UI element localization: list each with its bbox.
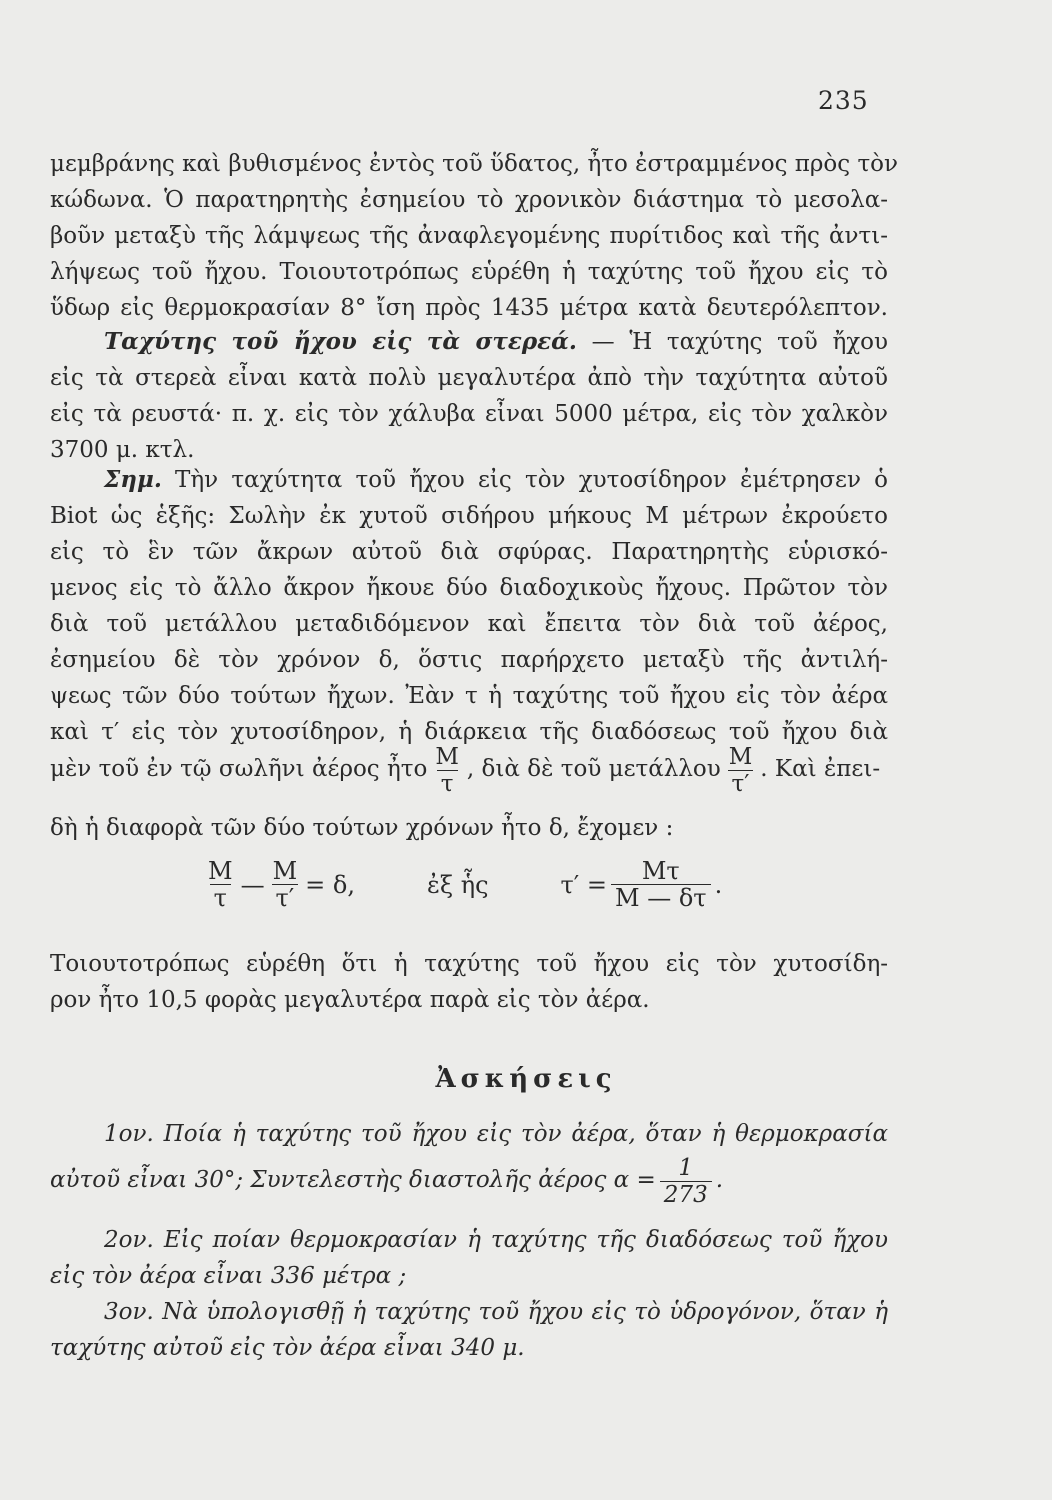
exercise-line [50, 1150, 888, 1210]
text-line: βοῦν μεταξὺ τῆς λάμψεως τῆς ἀναφλεγομένης πυρίτιδος καὶ τῆς ἀντι- [50, 223, 888, 249]
text-line: μεμβράνης καὶ βυθισμένος ἐντὸς τοῦ ὕδατος, ἦτο ἐστραμμένος πρὸς τὸν [50, 151, 899, 177]
minus-sign: — [240, 870, 265, 899]
fraction-denominator: 273 [660, 1181, 712, 1208]
text-line: ὕδωρ εἰς θερμοκρασίαν 8° ἴση πρὸς 1435 μέτρα κατὰ δευτερόλεπτον. [50, 295, 888, 321]
fraction-numerator: Μτ [641, 857, 680, 885]
text-line: εἰς τὰ ρευστά· π. χ. εἰς τὸν χάλυβα εἶναι 5000 μέτρα, εἰς τὸν χαλκὸν [50, 401, 888, 427]
fraction-numerator: Μ [435, 743, 459, 770]
text-span: , διὰ δὲ τοῦ μετάλλου [466, 756, 721, 782]
fraction [660, 1155, 712, 1208]
text-span: μὲν τοῦ ἐν τῷ σωλῆνι ἀέρος ἦτο [50, 756, 428, 782]
text-span: αὐτοῦ εἶναι 30°; Συντελεστὴς διαστολῆς ἀέρος α = [50, 1167, 656, 1193]
display-formula [200, 858, 760, 911]
text-span: . Καὶ ἐπει- [760, 756, 881, 782]
text-line: εἰς τὸ ἓν τῶν ἄκρων αὐτοῦ διὰ σφύρας. Παρατηρητὴς εὑρισκό- [50, 539, 888, 565]
exercise-line: 3ον. Νὰ ὑπολογισθῇ ἡ ταχύτης τοῦ ἤχου εἰς τὸ ὑδρογόνον, ὅταν ἡ [104, 1299, 888, 1325]
text-line: Biot ὡς ἑξῆς: Σωλὴν ἐκ χυτοῦ σιδήρου μήκους Μ μέτρων ἐκρούετο [50, 503, 888, 529]
section-heading: Ταχύτης τοῦ ἤχου εἰς τὰ στερεά. [104, 328, 577, 355]
fraction-denominator: τ′ [728, 770, 754, 797]
text-line: δὴ ἡ διαφορὰ τῶν δύο τούτων χρόνων ἦτο δ, ἔχομεν : [50, 815, 674, 841]
fraction-numerator: Μ [728, 743, 753, 770]
text-span: . [715, 1167, 724, 1193]
text-line: διὰ τοῦ μετάλλου μεταδιδόμενον καὶ ἔπειτα τὸν διὰ τοῦ ἀέρος, [50, 611, 888, 637]
t-prime-equals: τ′ = [560, 870, 607, 899]
note-heading-line [104, 464, 888, 496]
text-line: ψεως τῶν δύο τούτων ἤχων. Ἐὰν τ ἡ ταχύτης τοῦ ἤχου εἰς τὸν ἀέρα [50, 683, 888, 709]
text-line: ρον ἦτο 10,5 φορὰς μεγαλυτέρα παρὰ εἰς τὸν ἀέρα. [50, 987, 650, 1013]
fraction-denominator: τ′ [272, 884, 299, 911]
fraction-denominator: τ [437, 770, 458, 797]
text-line: λήψεως τοῦ ἤχου. Τοιουτοτρόπως εὑρέθη ἡ ταχύτης τοῦ ἤχου εἰς τὸ [50, 259, 888, 285]
formula-end: . [714, 870, 723, 899]
fraction [725, 744, 757, 797]
text-line: 3700 μ. κτλ. [50, 437, 195, 463]
text-line: μενος εἰς τὸ ἄλλο ἄκρον ἤκουε δύο διαδοχικοὺς ἤχους. Πρῶτον τὸν [50, 575, 888, 601]
fraction-numerator: 1 [678, 1154, 694, 1181]
fraction-denominator: τ [210, 884, 231, 911]
exercise-line: 1ον. Ποία ἡ ταχύτης τοῦ ἤχου εἰς τὸν ἀέρα, ὅταν ἡ θερμοκρασία [104, 1121, 888, 1147]
exercises-title: Ἀσκήσεις [435, 1064, 617, 1094]
section-heading-line [104, 326, 888, 358]
text-line: καὶ τ′ εἰς τὸν χυτοσίδηρον, ἡ διάρκεια τῆς διαδόσεως τοῦ ἤχου διὰ [50, 719, 888, 745]
fraction [431, 744, 463, 797]
fraction-numerator: Μ [272, 857, 298, 885]
text-line: κώδωνα. Ὁ παρατηρητὴς ἐσημείου τὸ χρονικὸν διάστημα τὸ μεσολα- [50, 187, 888, 213]
fraction-text-line [50, 740, 888, 798]
fraction-denominator: Μ — δτ [611, 884, 711, 911]
page-number: 235 [818, 86, 869, 115]
text-line: εἰς τὰ στερεὰ εἶναι κατὰ πολὺ μεγαλυτέρα ἀπὸ τὴν ταχύτητα αὐτοῦ [50, 365, 888, 391]
exercise-line: 2ον. Εἰς ποίαν θερμοκρασίαν ἡ ταχύτης τῆς διαδόσεως τοῦ ἤχου [104, 1227, 888, 1253]
fraction [269, 858, 302, 911]
text-line: Τοιουτοτρόπως εὑρέθη ὅτι ἡ ταχύτης τοῦ ἤχου εἰς τὸν χυτοσίδη- [50, 951, 888, 977]
exercise-line: εἰς τὸν ἀέρα εἶναι 336 μέτρα ; [50, 1263, 407, 1289]
exercise-line: ταχύτης αὐτοῦ εἰς τὸν ἀέρα εἶναι 340 μ. [50, 1335, 525, 1361]
from-which: ἐξ ἧς [426, 870, 489, 899]
fraction-numerator: Μ [208, 857, 233, 885]
text-span: Τὴν ταχύτητα τοῦ ἤχου εἰς τὸν χυτοσίδηρον ἐμέτρησεν ὁ [161, 467, 888, 493]
text-line: ἐσημείου δὲ τὸν χρόνον δ, ὅστις παρήρχετο μεταξὺ τῆς ἀντιλή- [50, 647, 888, 673]
fraction [204, 858, 237, 911]
note-heading: Σημ. [104, 466, 162, 493]
equals-delta: = δ, [305, 870, 355, 899]
fraction [611, 858, 711, 911]
text-span: — Ἡ ταχύτης τοῦ ἤχου [576, 329, 888, 355]
